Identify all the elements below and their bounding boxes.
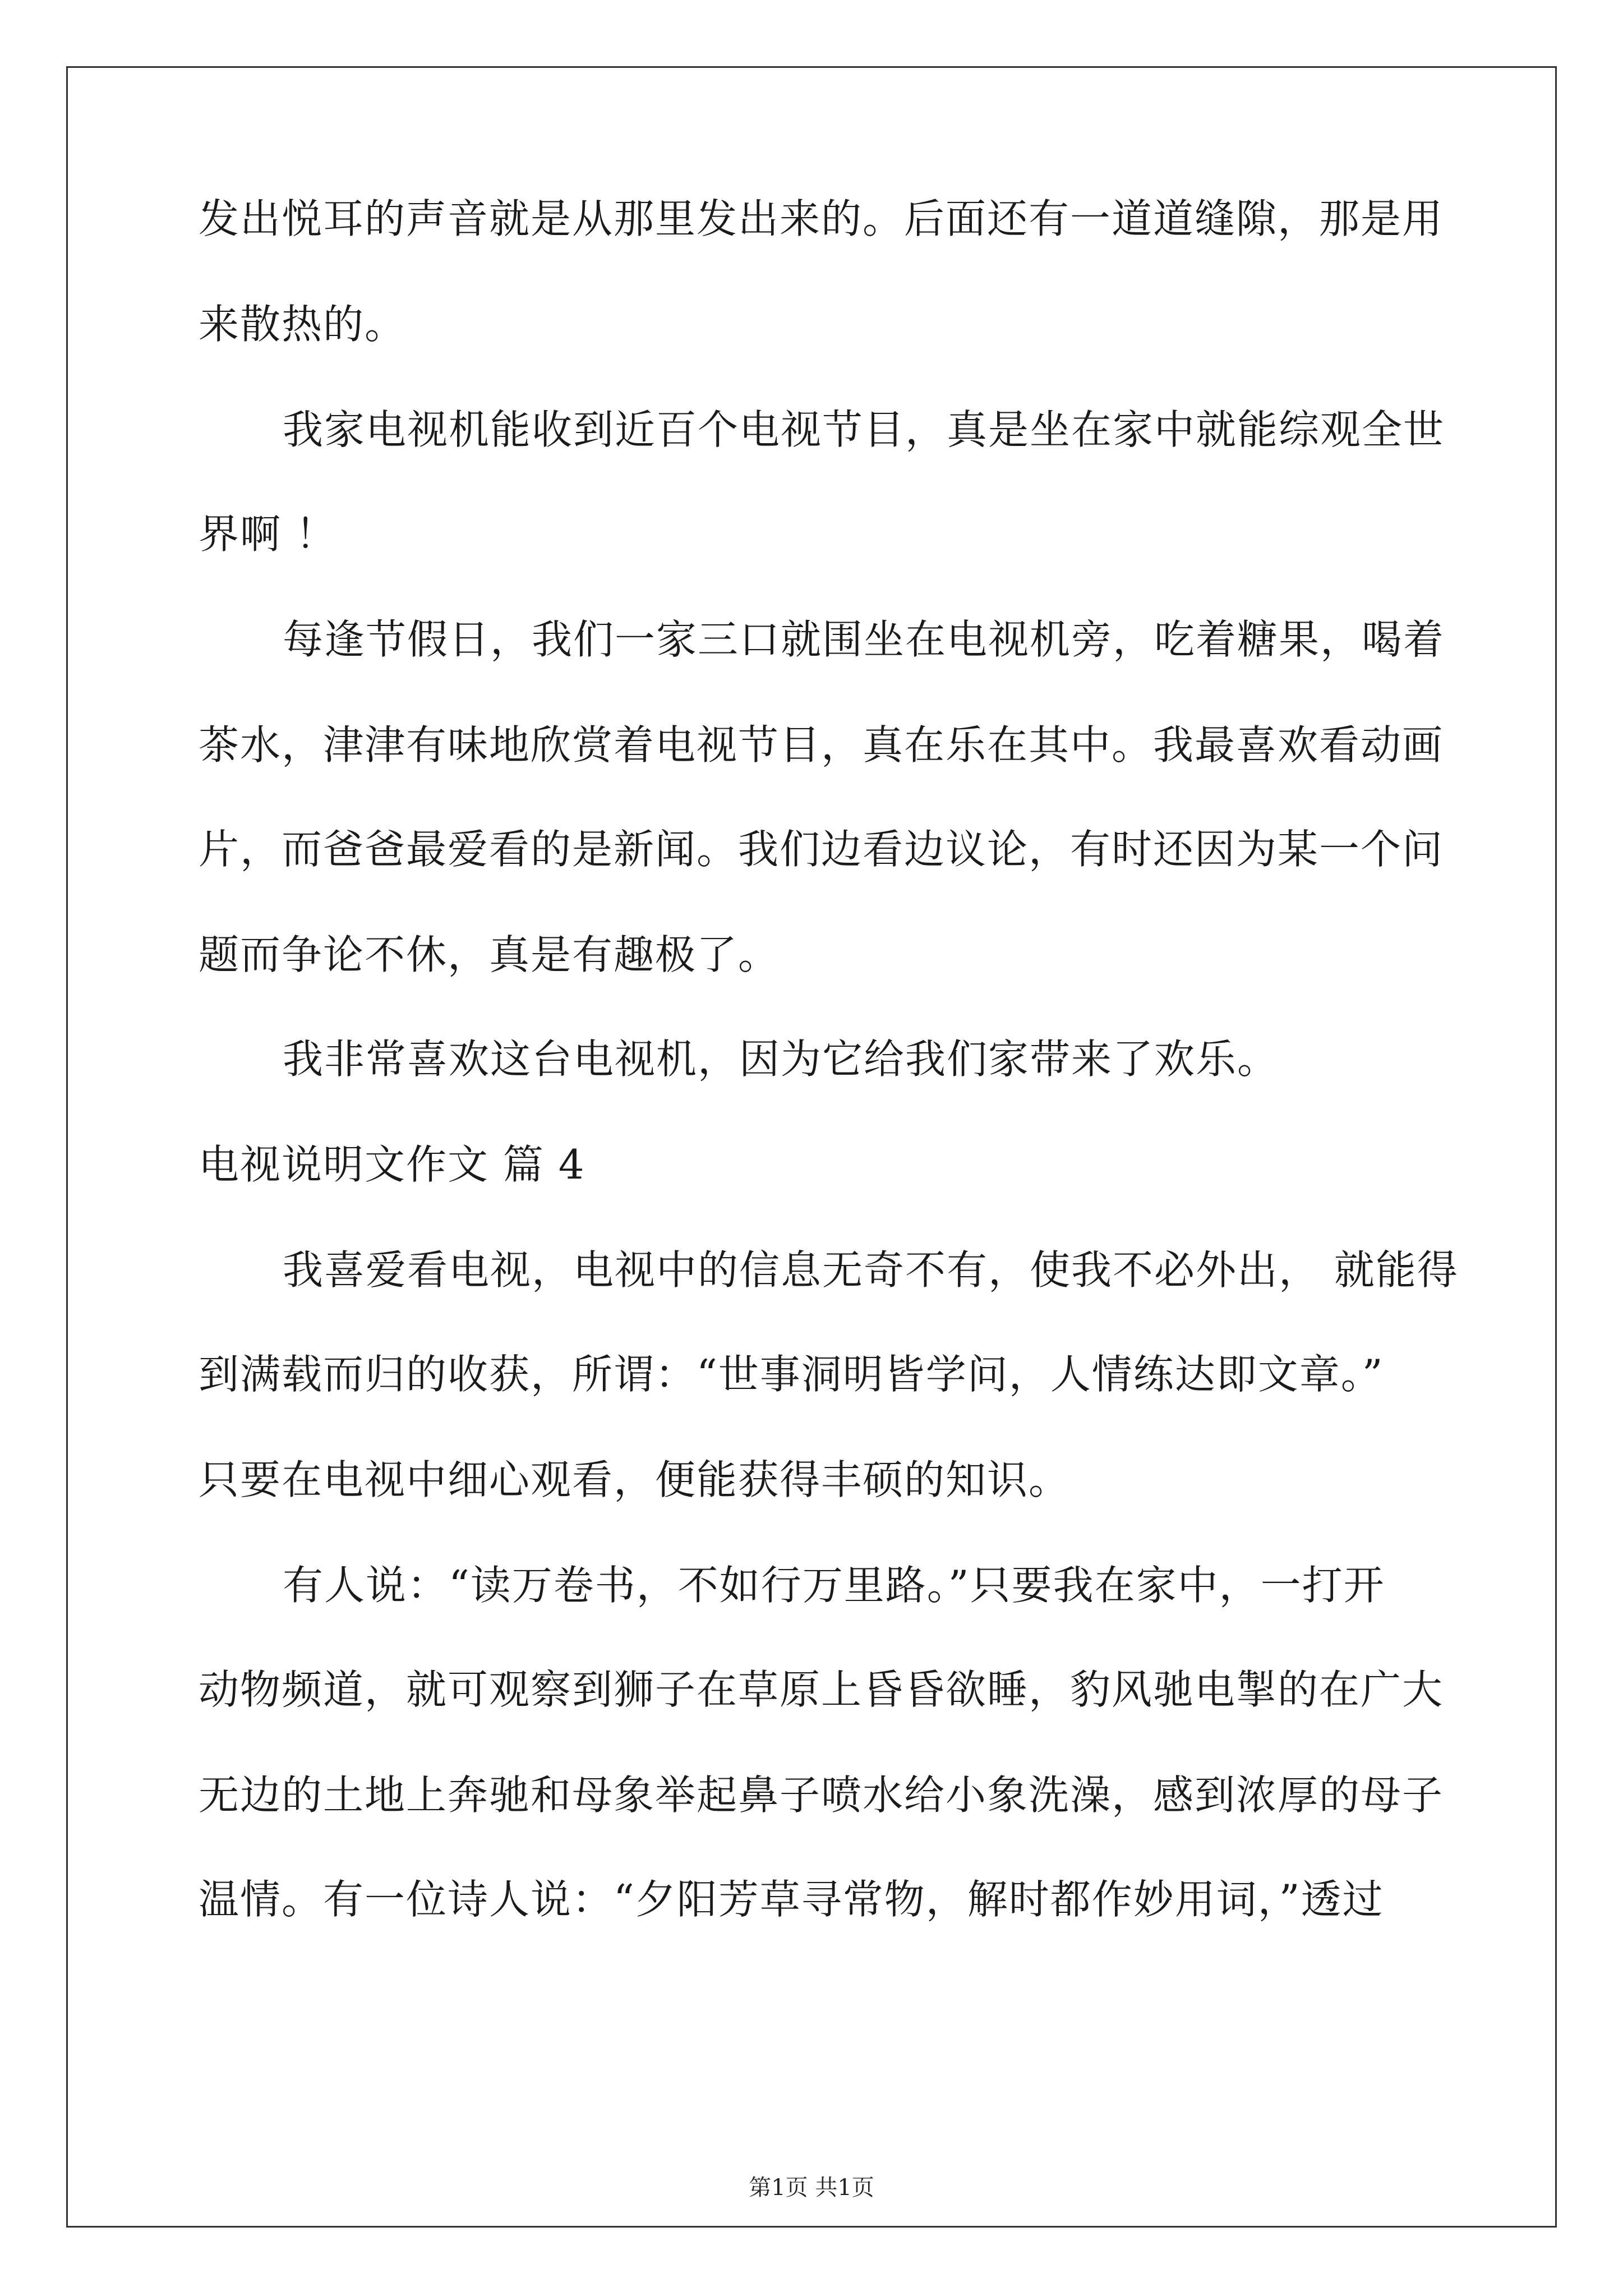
- text-line: 题而争论不休，真是有趣极了。: [199, 931, 780, 978]
- text-line: 温情。有一位诗人说：“夕阳芳草寻常物，解时都作妙用词，”透过: [199, 1876, 1384, 1923]
- text-line: 来散热的。: [199, 301, 407, 348]
- text-line: 动物频道，就可观察到狮子在草原上昏昏欲睡，豹风驰电掣的在广大: [199, 1666, 1444, 1713]
- page-number-footer: 第1页 共1页: [749, 2175, 874, 2201]
- section-heading: 电视说明文作文 篇 4: [199, 1141, 585, 1188]
- text-line: 茶水，津津有味地欣赏着电视节目，真在乐在其中。我最喜欢看动画: [199, 721, 1444, 769]
- paragraph-start-line: 我非常喜欢这台电视机，因为它给我们家带来了欢乐。: [283, 1036, 1279, 1083]
- text-line: 无边的土地上奔驰和母象举起鼻子喷水给小象洗澡，感到浓厚的母子: [199, 1772, 1444, 1819]
- text-line: 只要在电视中细心观看，便能获得丰硕的知识。: [199, 1456, 1071, 1503]
- paragraph-start-line: 有人说：“读万卷书，不如行万里路。”只要我在家中，一打开: [283, 1562, 1385, 1609]
- paragraph-start-line: 每逢节假日，我们一家三口就围坐在电视机旁，吃着糖果，喝着: [283, 616, 1445, 663]
- paragraph-start-line: 我喜爱看电视，电视中的信息无奇不有，使我不必外出， 就能得: [283, 1246, 1459, 1294]
- text-line: 片，而爸爸最爱看的是新闻。我们边看边议论，有时还因为某一个问: [199, 826, 1444, 873]
- text-line: 到满载而归的收获，所谓：“世事洞明皆学问，人情练达即文章。”: [199, 1351, 1384, 1398]
- text-line: 发出悦耳的声音就是从那里发出来的。后面还有一道道缝隙，那是用: [199, 195, 1444, 242]
- paragraph-start-line: 我家电视机能收到近百个电视节目，真是坐在家中就能综观全世: [283, 406, 1445, 453]
- text-line: 界啊 ！: [199, 510, 337, 558]
